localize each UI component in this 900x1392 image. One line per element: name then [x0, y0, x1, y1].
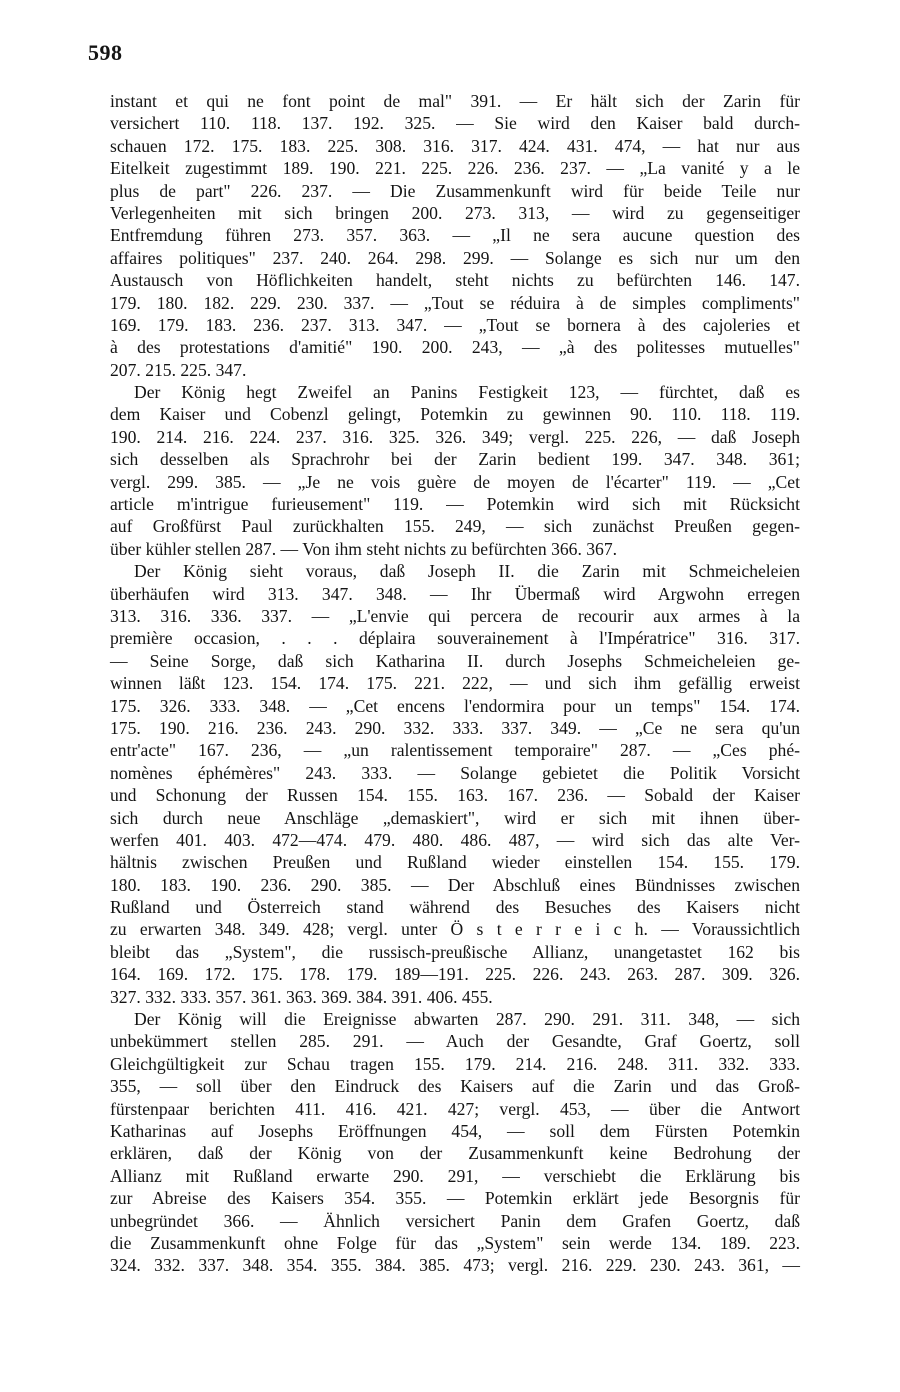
- text-line: erklären, daß der König von der Zusammenkunft keine Bedrohung der: [110, 1143, 800, 1164]
- text-line: 190. 214. 216. 224. 237. 316. 325. 326. 349; vergl. 225. 226, — daß Joseph: [110, 426, 800, 447]
- text-line: plus de part" 226. 237. — Die Zusammenkunft wird für beide Teile nur: [110, 180, 800, 201]
- text-line: à des protestations d'amitié" 190. 200. 243, — „à des politesses mutuelles": [110, 337, 800, 358]
- text-line: entr'acte" 167. 236, — „un ralentissement temporaire" 287. — „Ces phé-: [110, 740, 800, 761]
- text-line: instant et qui ne font point de mal" 391. — Er hält sich der Zarin für: [110, 91, 800, 111]
- text-line: — Seine Sorge, daß sich Katharina II. durch Josephs Schmeicheleien ge-: [110, 650, 800, 671]
- page-number: 598: [88, 40, 123, 65]
- text-line: zu erwarten 348. 349. 428; vergl. unter Ö s t e r r e i c h. — Voraussichtlich: [110, 919, 800, 940]
- text-line: 175. 326. 333. 348. — „Cet encens l'endormira pour un temps" 154. 174.: [110, 695, 800, 716]
- text-line: 327. 332. 333. 357. 361. 363. 369. 384. 391. 406. 455.: [110, 986, 493, 1007]
- index-paragraph: [110, 381, 800, 560]
- text-line: sich durch neue Anschläge „demaskiert", wird er sich mit ihnen über-: [110, 807, 800, 828]
- index-text-block: [110, 90, 800, 1277]
- text-line: auf Großfürst Paul zurückhalten 155. 249, — sich zunächst Preußen gegen-: [110, 516, 800, 537]
- text-line: Der König will die Ereignisse abwarten 287. 290. 291. 311. 348, — sich: [134, 1009, 800, 1030]
- text-line: hältnis zwischen Preußen und Rußland wieder einstellen 154. 155. 179.: [110, 852, 800, 873]
- text-line: 355, — soll über den Eindruck des Kaisers auf die Zarin und das Groß-: [110, 1076, 800, 1097]
- text-line: unbegründet 366. — Ähnlich versichert Panin dem Grafen Goertz, daß: [110, 1210, 800, 1231]
- text-line: 207. 215. 225. 347.: [110, 359, 247, 380]
- index-paragraph: [110, 1008, 800, 1277]
- text-line: Allianz mit Rußland erwarte 290. 291, — verschiebt die Erklärung bis: [110, 1165, 800, 1186]
- text-line: dem Kaiser und Cobenzl gelingt, Potemkin zu gewinnen 90. 110. 118. 119.: [110, 404, 800, 425]
- text-line: première occasion, . . . déplaira souverainement à l'Impératrice" 316. 317.: [110, 628, 800, 649]
- text-line: vergl. 299. 385. — „Je ne vois guère de moyen de l'écarter" 119. — „Cet: [110, 471, 800, 492]
- text-line: 169. 179. 183. 236. 237. 313. 347. — „Tout se bornera à des cajoleries et: [110, 314, 800, 335]
- text-line: Gleichgültigkeit zur Schau tragen 155. 179. 214. 216. 248. 311. 332. 333.: [110, 1053, 800, 1074]
- text-line: und Schonung der Russen 154. 155. 163. 167. 236. — Sobald der Kaiser: [110, 785, 800, 806]
- text-line: 313. 316. 336. 337. — „L'envie qui percera de recourir aux armes à la: [110, 605, 800, 626]
- text-line: sich desselben als Sprachrohr bei der Zarin bedient 199. 347. 348. 361;: [110, 449, 800, 470]
- text-line: 175. 190. 216. 236. 243. 290. 332. 333. 337. 349. — „Ce ne sera qu'un: [110, 717, 800, 738]
- text-line: 164. 169. 172. 175. 178. 179. 189—191. 225. 226. 243. 263. 287. 309. 326.: [110, 964, 800, 985]
- text-line: unbekümmert stellen 285. 291. — Auch der Gesandte, Graf Goertz, soll: [110, 1031, 800, 1052]
- index-paragraph: [110, 560, 800, 1008]
- text-line: zur Abreise des Kaisers 354. 355. — Potemkin erklärt jede Besorgnis für: [110, 1188, 800, 1209]
- text-line: Verlegenheiten mit sich bringen 200. 273. 313, — wird zu gegenseitiger: [110, 202, 800, 223]
- index-paragraph: [110, 90, 800, 381]
- text-line: article m'intrigue furieusement" 119. — Potemkin wird sich mit Rücksicht: [110, 494, 800, 515]
- text-line: versichert 110. 118. 137. 192. 325. — Sie wird den Kaiser bald durch-: [110, 113, 800, 134]
- text-line: Eitelkeit zugestimmt 189. 190. 221. 225. 226. 236. 237. — „La vanité y a le: [110, 158, 800, 179]
- text-line: schauen 172. 175. 183. 225. 308. 316. 317. 424. 431. 474, — hat nur aus: [110, 135, 800, 156]
- text-line: Der König sieht voraus, daß Joseph II. die Zarin mit Schmeicheleien: [134, 561, 800, 582]
- text-line: Der König hegt Zweifel an Panins Festigkeit 123, — fürchtet, daß es: [134, 382, 800, 403]
- text-line: werfen 401. 403. 472—474. 479. 480. 486. 487, — wird sich das alte Ver-: [110, 829, 800, 850]
- text-line: über kühler stellen 287. — Von ihm steht nichts zu befürchten 366. 367.: [110, 538, 618, 559]
- text-line: Entfremdung führen 273. 357. 363. — „Il ne sera aucune question des: [110, 225, 800, 246]
- text-line: winnen läßt 123. 154. 174. 175. 221. 222, — und sich ihm gefällig erweist: [110, 673, 800, 694]
- text-line: 180. 183. 190. 236. 290. 385. — Der Abschluß eines Bündnisses zwischen: [110, 874, 800, 895]
- text-line: überhäufen wird 313. 347. 348. — Ihr Übermaß wird Argwohn erregen: [110, 583, 800, 604]
- text-line: die Zusammenkunft ohne Folge für das „System" sein werde 134. 189. 223.: [110, 1232, 800, 1253]
- text-line: nomènes éphémères" 243. 333. — Solange gebietet die Politik Vorsicht: [110, 762, 800, 783]
- text-line: 179. 180. 182. 229. 230. 337. — „Tout se réduira à de simples compliments": [110, 292, 800, 313]
- text-line: Katharinas auf Josephs Eröffnungen 454, — soll dem Fürsten Potemkin: [110, 1120, 800, 1141]
- text-line: Austausch von Höflichkeiten handelt, steht nichts zu befürchten 146. 147.: [110, 270, 800, 291]
- text-line: Rußland und Österreich stand während des Besuches des Kaisers nicht: [110, 897, 800, 918]
- text-line: affaires politiques" 237. 240. 264. 298. 299. — Solange es sich nur um den: [110, 247, 800, 268]
- text-line: fürstenpaar berichten 411. 416. 421. 427; vergl. 453, — über die Antwort: [110, 1098, 800, 1119]
- text-line: bleibt das „System", die russisch-preußische Allianz, unangetastet 162 bis: [110, 941, 800, 962]
- text-line: 324. 332. 337. 348. 354. 355. 384. 385. 473; vergl. 216. 229. 230. 243. 361, —: [110, 1255, 800, 1276]
